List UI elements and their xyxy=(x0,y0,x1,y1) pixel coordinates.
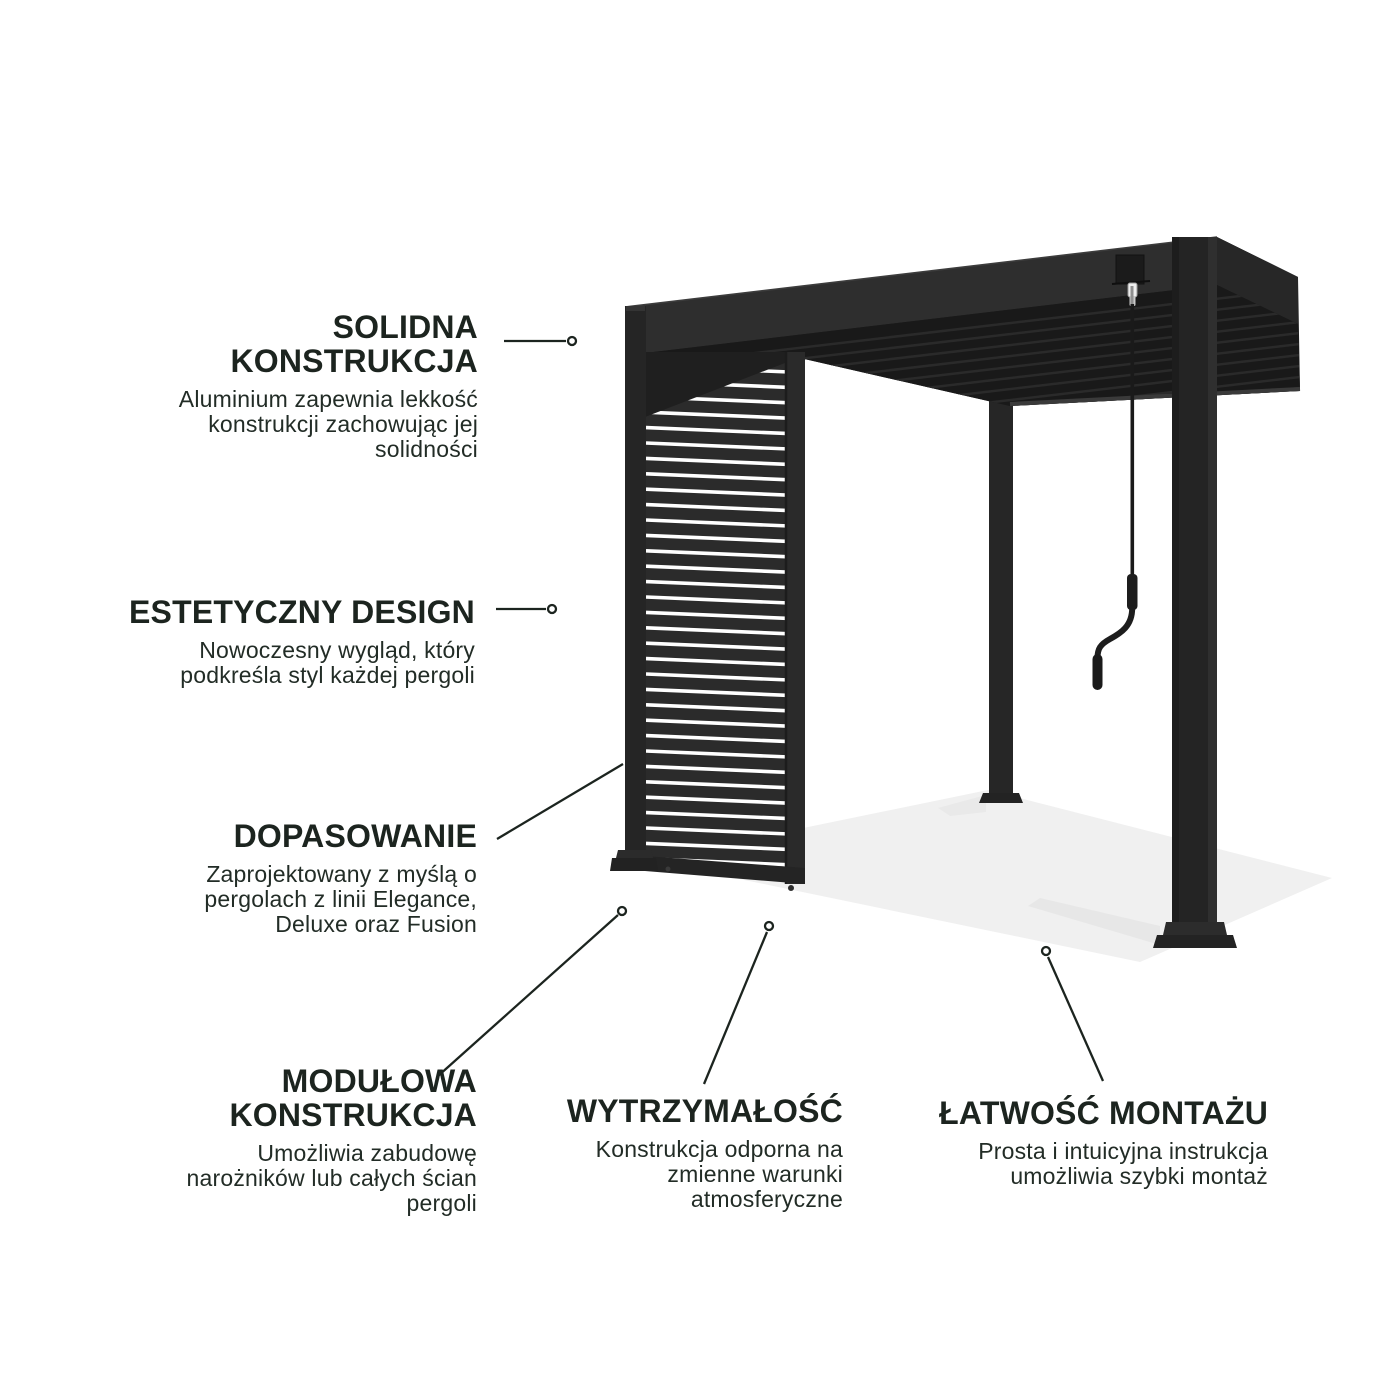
feature-description-line: Nowoczesny wygląd, który xyxy=(199,637,475,663)
feature-description-line: Prosta i intuicyjna instrukcja xyxy=(978,1138,1268,1164)
louver-panel xyxy=(645,352,805,891)
callout-endpoint-modulowa xyxy=(618,907,626,915)
feature-dopasowanie xyxy=(204,819,477,937)
feature-title-line: KONSTRUKCJA xyxy=(229,1097,477,1133)
feature-modulowa-konstrukcja xyxy=(187,1064,478,1216)
feature-title-line: SOLIDNA xyxy=(332,309,478,345)
feature-title-line: WYTRZYMAŁOŚĆ xyxy=(566,1093,843,1129)
crank-sleeve xyxy=(1127,574,1138,610)
feature-description-line: atmosferyczne xyxy=(690,1186,843,1212)
feature-description-line: Aluminium zapewnia lekkość xyxy=(178,386,478,412)
feature-description-line: umożliwia szybki montaż xyxy=(1010,1163,1268,1189)
feature-description-line: zmienne warunki xyxy=(667,1161,843,1187)
feature-solidna-konstrukcja xyxy=(179,310,478,462)
callout-line-latwosc xyxy=(1048,957,1103,1081)
crank-grip xyxy=(1093,654,1103,690)
callout-endpoint-wytrzymalosc xyxy=(765,922,773,930)
feature-title-line: KONSTRUKCJA xyxy=(230,343,478,379)
louver-panel-right-stile xyxy=(786,352,805,884)
pergola-rear-post xyxy=(979,400,1023,803)
callout-endpoint-estetyczny xyxy=(548,605,556,613)
feature-description-line: Umożliwia zabudowę xyxy=(257,1140,477,1166)
feature-latwosc-montazu xyxy=(939,1096,1268,1189)
left-post-base-plate xyxy=(610,858,658,871)
callout-line-wytrzymalosc xyxy=(704,932,767,1084)
feature-description-line: podkreśla styl każdej pergoli xyxy=(180,662,475,688)
right-post-base-plate xyxy=(1153,935,1237,948)
feature-description-line: pergoli xyxy=(406,1190,477,1216)
feature-estetyczny-design xyxy=(129,595,475,688)
feature-description-line: solidności xyxy=(375,436,478,462)
feature-title-line: MODUŁOWA xyxy=(281,1063,477,1099)
feature-title-line: ŁATWOŚĆ MONTAŻU xyxy=(939,1095,1268,1131)
crank-arm xyxy=(1098,608,1133,658)
feature-title-line: ESTETYCZNY DESIGN xyxy=(129,594,475,630)
panel-foot-screw xyxy=(666,867,671,872)
feature-description-line: narożników lub całych ścian xyxy=(186,1165,477,1191)
feature-wytrzymalosc xyxy=(567,1094,843,1212)
callout-endpoint-solidna xyxy=(568,337,576,345)
feature-description-line: Deluxe oraz Fusion xyxy=(275,911,477,937)
callout-line-modulowa xyxy=(438,915,618,1076)
crank-roof-bracket xyxy=(1116,255,1144,284)
feature-description-line: Zaprojektowany z myślą o xyxy=(206,861,477,887)
callout-endpoint-latwosc xyxy=(1042,947,1050,955)
crank-rod xyxy=(1131,304,1135,577)
feature-description-line: pergolach z linii Elegance, xyxy=(204,886,477,912)
callout-line-dopasowanie xyxy=(497,764,623,839)
feature-description-line: Konstrukcja odporna na xyxy=(595,1136,843,1162)
panel-foot-screw xyxy=(788,885,794,891)
feature-description-line: konstrukcji zachowując jej xyxy=(208,411,478,437)
feature-title-line: DOPASOWANIE xyxy=(233,818,477,854)
